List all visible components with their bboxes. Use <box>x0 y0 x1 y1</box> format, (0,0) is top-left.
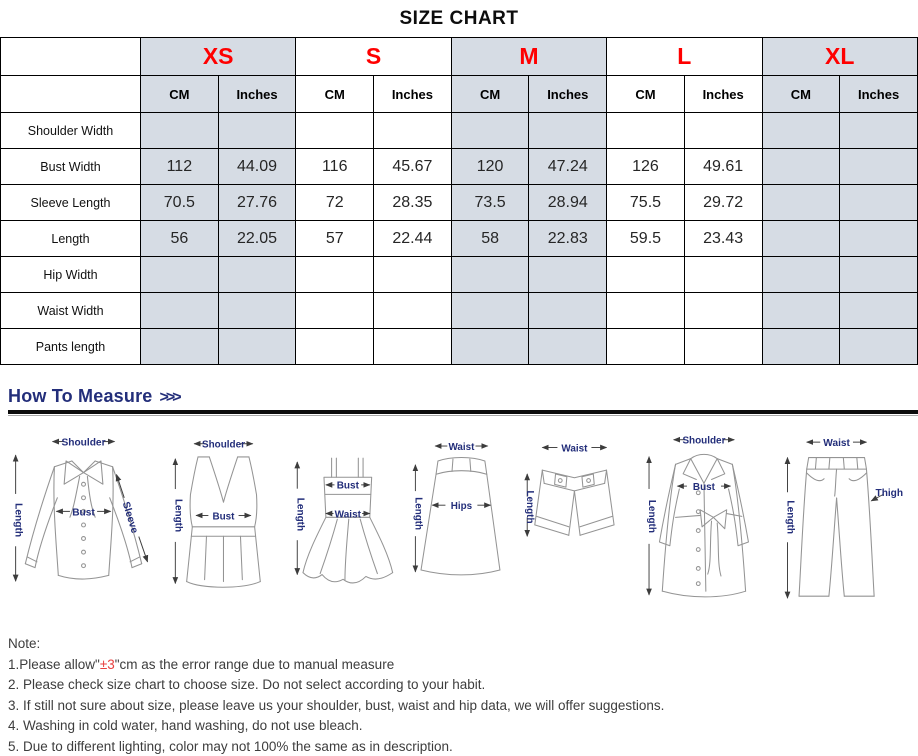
cell: 116 <box>296 149 374 185</box>
cell: 22.83 <box>529 221 607 257</box>
table-row-waist-width <box>1 293 918 329</box>
figure-pants <box>774 425 904 622</box>
cell <box>607 293 685 329</box>
cell: 22.44 <box>374 221 452 257</box>
cell <box>451 293 529 329</box>
measure-label: Bust <box>693 482 716 493</box>
cell <box>840 221 918 257</box>
cell <box>451 113 529 149</box>
table-row-bust-width <box>1 149 918 185</box>
unit-header: Inches <box>840 76 918 113</box>
measure-label: Sleeve <box>120 501 140 535</box>
cell <box>218 293 296 329</box>
cell <box>296 329 374 365</box>
cell <box>684 329 762 365</box>
figure-tank-top <box>164 425 282 622</box>
cell <box>762 149 840 185</box>
cell <box>840 113 918 149</box>
row-label: Shoulder Width <box>1 113 141 149</box>
cell <box>840 257 918 293</box>
cell: 29.72 <box>684 185 762 221</box>
cell: 56 <box>141 221 219 257</box>
cell <box>374 257 452 293</box>
cell: 112 <box>141 149 219 185</box>
measure-label: Shoulder <box>682 436 725 447</box>
row-label: Pants length <box>1 329 141 365</box>
table-row-sleeve-length <box>1 185 918 221</box>
unit-header-row <box>1 76 918 113</box>
cell <box>296 257 374 293</box>
cell <box>451 257 529 293</box>
measure-label: Bust <box>337 481 360 492</box>
table-row-hip-width <box>1 257 918 293</box>
note-item-3: 3. If still not sure about size, please leave us your shoulder, bust, waist and hip data, we will offer suggestions. <box>8 696 910 716</box>
measure-figures <box>0 416 918 629</box>
measure-label: Bust <box>72 507 95 518</box>
row-label: Sleeve Length <box>1 185 141 221</box>
cell: 59.5 <box>607 221 685 257</box>
cell <box>296 293 374 329</box>
cell <box>840 185 918 221</box>
measure-label: Thigh <box>876 488 904 499</box>
cell: 126 <box>607 149 685 185</box>
cell: 28.94 <box>529 185 607 221</box>
row-label: Length <box>1 221 141 257</box>
size-header-row <box>1 38 918 76</box>
cell: 28.35 <box>374 185 452 221</box>
notes-section <box>0 629 918 756</box>
unit-header: Inches <box>218 76 296 113</box>
measure-label: Length <box>784 500 795 534</box>
size-header-s: S <box>296 38 451 76</box>
row-label: Hip Width <box>1 257 141 293</box>
figure-shorts <box>514 425 632 622</box>
cell: 75.5 <box>607 185 685 221</box>
table-row-length <box>1 221 918 257</box>
cell: 72 <box>296 185 374 221</box>
cell <box>607 329 685 365</box>
size-header-xs: XS <box>141 38 296 76</box>
cell <box>762 113 840 149</box>
cell <box>762 221 840 257</box>
unit-header: Inches <box>529 76 607 113</box>
figure-skirt <box>406 425 514 622</box>
cell <box>840 293 918 329</box>
note-item-5: 5. Due to different lighting, color may not 100% the same as in description. <box>8 737 910 756</box>
cell: 27.76 <box>218 185 296 221</box>
unit-header: CM <box>451 76 529 113</box>
measure-label: Shoulder <box>202 440 245 451</box>
row-label: Waist Width <box>1 293 141 329</box>
cell: 22.05 <box>218 221 296 257</box>
note-1-pre: 1.Please allow" <box>8 657 100 672</box>
figure-slip-dress <box>282 425 406 622</box>
row-label: Bust Width <box>1 149 141 185</box>
cell: 49.61 <box>684 149 762 185</box>
cell <box>762 257 840 293</box>
cell <box>141 329 219 365</box>
unit-header: CM <box>141 76 219 113</box>
measure-label: Length <box>13 503 24 537</box>
cell <box>141 257 219 293</box>
table-row-pants-length <box>1 329 918 365</box>
cell <box>374 329 452 365</box>
unit-header: CM <box>607 76 685 113</box>
cell <box>762 293 840 329</box>
page-title: SIZE CHART <box>0 0 918 37</box>
note-item-1 <box>8 655 910 675</box>
size-header-m: M <box>451 38 606 76</box>
cell <box>529 113 607 149</box>
cell: 73.5 <box>451 185 529 221</box>
divider <box>8 410 918 414</box>
cell: 57 <box>296 221 374 257</box>
unit-header: Inches <box>684 76 762 113</box>
measure-label: Length <box>646 500 657 533</box>
cell <box>840 149 918 185</box>
measure-label: Shoulder <box>61 437 105 448</box>
cell <box>607 257 685 293</box>
cell <box>141 293 219 329</box>
cell: 120 <box>451 149 529 185</box>
size-header-l: L <box>607 38 762 76</box>
note-1-post: "cm as the error range due to manual measure <box>115 657 394 672</box>
cell: 47.24 <box>529 149 607 185</box>
cell <box>218 113 296 149</box>
unit-header: Inches <box>374 76 452 113</box>
table-row-shoulder-width <box>1 113 918 149</box>
how-to-measure-section <box>0 386 918 416</box>
cell <box>840 329 918 365</box>
measure-label: Waist <box>823 438 850 449</box>
cell <box>684 293 762 329</box>
cell <box>529 293 607 329</box>
figure-coat <box>632 425 774 622</box>
measure-label: Length <box>294 498 305 531</box>
unit-header: CM <box>762 76 840 113</box>
cell <box>218 329 296 365</box>
measure-label: Waist <box>448 442 475 453</box>
cell <box>374 293 452 329</box>
cell <box>684 257 762 293</box>
cell <box>607 113 685 149</box>
chevron-right-icon: >>> <box>160 389 182 407</box>
note-item-2: 2. Please check size chart to choose size. Do not select according to your habit. <box>8 675 910 695</box>
cell: 58 <box>451 221 529 257</box>
cell: 23.43 <box>684 221 762 257</box>
size-chart-table <box>0 37 918 365</box>
cell <box>762 185 840 221</box>
cell <box>684 113 762 149</box>
note-item-4: 4. Washing in cold water, hand washing, do not use bleach. <box>8 716 910 736</box>
measure-label: Bust <box>212 511 235 522</box>
measure-label: Length <box>172 499 183 532</box>
corner-cell-2 <box>1 76 141 113</box>
measure-label: Length <box>412 497 423 530</box>
corner-cell <box>1 38 141 76</box>
measure-label: Waist <box>335 509 362 520</box>
cell <box>141 113 219 149</box>
measure-label: Length <box>524 490 535 523</box>
cell <box>451 329 529 365</box>
cell <box>762 329 840 365</box>
size-header-xl: XL <box>762 38 918 76</box>
figure-blouse <box>4 425 164 622</box>
measure-label: Hips <box>451 501 473 512</box>
cell <box>296 113 374 149</box>
cell <box>218 257 296 293</box>
cell <box>374 113 452 149</box>
cell <box>529 329 607 365</box>
measure-label: Waist <box>561 443 588 454</box>
cell: 70.5 <box>141 185 219 221</box>
cell <box>529 257 607 293</box>
cell: 45.67 <box>374 149 452 185</box>
cell: 44.09 <box>218 149 296 185</box>
notes-heading: Note: <box>8 634 910 654</box>
note-1-highlight: ±3 <box>100 657 115 672</box>
unit-header: CM <box>296 76 374 113</box>
how-to-measure-heading: How To Measure <box>8 386 153 407</box>
